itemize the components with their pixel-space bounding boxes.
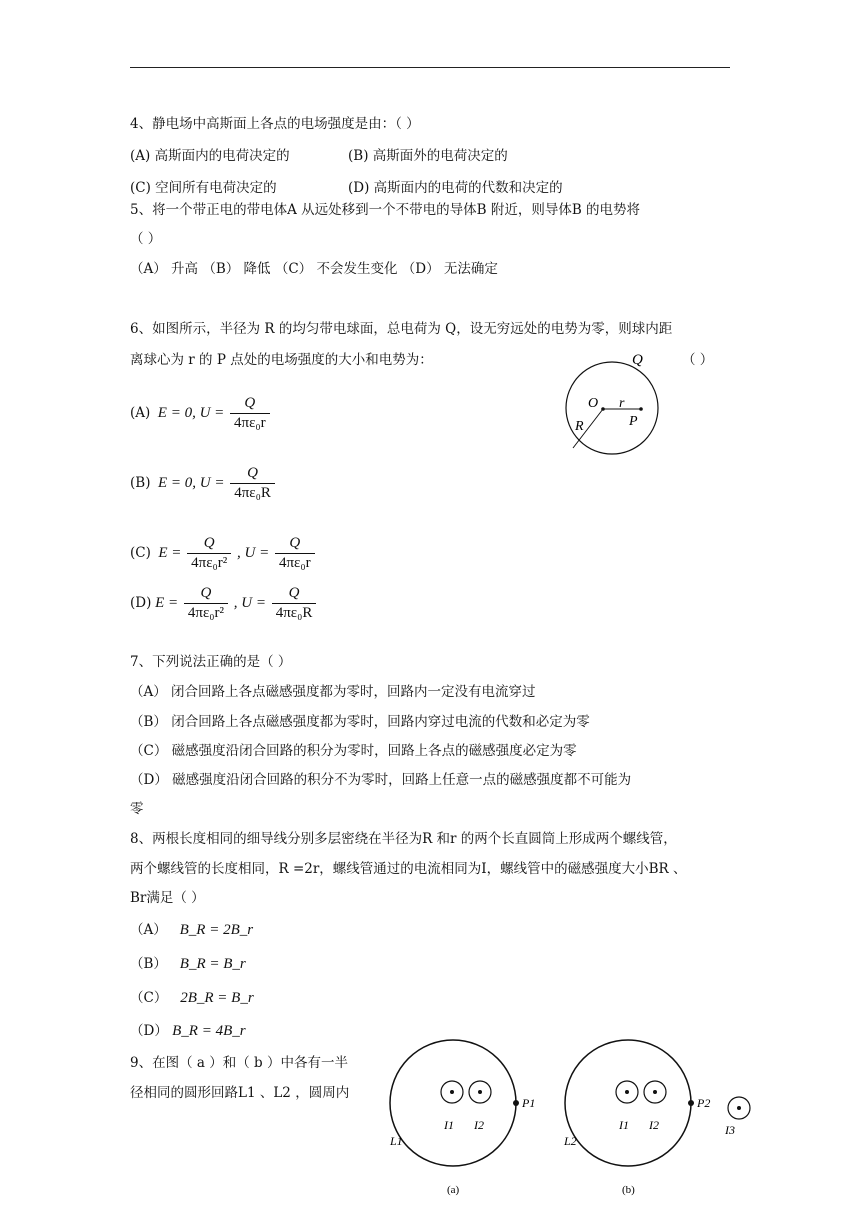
q9-loops-figure [380, 1030, 770, 1205]
label-I1-a: I1 [444, 1118, 454, 1132]
q6-sphere-figure [545, 345, 685, 460]
q8-line2: 两个螺线管的长度相同，R =2r，螺线管通过的电流相同为I，螺线管中的磁感强度大小BR 、 [130, 861, 687, 877]
q8-line1: 8、两根长度相同的细导线分别多层密绕在半径为R 和r 的两个长直圆筒上形成两个螺线管， [130, 831, 677, 847]
q6-option-b: (B) E = 0, U = $\frac{Q}{\text{4πε₀R}}$ [130, 465, 277, 502]
point-P2-dot [688, 1100, 694, 1106]
current-I1-b-dot [625, 1090, 629, 1094]
q8-option-a: （A） B_R = 2B_r [130, 922, 254, 938]
q4-option-d: (D) 高斯面内的电荷的代数和决定的 [348, 180, 563, 196]
q5-paren: （ ） [130, 231, 162, 247]
current-I2-a-dot [478, 1090, 482, 1094]
fig-label-r: r [619, 396, 625, 411]
center-dot [601, 407, 605, 411]
q4-stem: 4、静电场中高斯面上各点的电场强度是由：（ ） [130, 116, 420, 132]
q6-option-d: (D) E = $\frac{Q}{\text{4πε₀r²}}$ , U = $\frac{Q}{\text{4πε₀R}}$ [130, 585, 318, 622]
q8-option-d: （D） B_R = 4B_r [130, 1023, 246, 1039]
q5-options: （A） 升高 （B） 降低 （C） 不会发生变化 （D） 无法确定 [130, 261, 498, 277]
q7-option-b: （B） 闭合回路上各点磁感强度都为零时，回路内穿过电流的代数和必定为零 [130, 714, 590, 730]
q7-option-c: （C） 磁感强度沿闭合回路的积分为零时，回路上各点的磁感强度必定为零 [130, 743, 577, 759]
q4-option-a: (A) 高斯面内的电荷决定的 [130, 148, 290, 164]
label-I1-b: I1 [619, 1118, 629, 1132]
current-I2-b-dot [653, 1090, 657, 1094]
header-rule [130, 67, 730, 68]
q8-option-c: （C） 2B_R = B_r [130, 990, 254, 1006]
caption-b: (b) [622, 1184, 635, 1196]
current-I1-a-dot [450, 1090, 454, 1094]
label-I3: I3 [725, 1123, 735, 1137]
point-P1-dot [513, 1100, 519, 1106]
label-P2: P2 [697, 1096, 711, 1110]
q8-option-b: （B） B_R = B_r [130, 956, 246, 972]
q5-stem: 5、将一个带正电的带电体A 从远处移到一个不带电的导体B 附近，则导体B 的电势将 [130, 202, 641, 218]
q7-option-d-wrap: 零 [130, 801, 144, 817]
fig-label-O: O [588, 396, 599, 411]
q6-line1: 6、如图所示，半径为 R 的均匀带电球面，总电荷为 Q，设无穷远处的电势为零，则球内距 [130, 321, 673, 337]
label-P1: P1 [522, 1096, 536, 1110]
label-L1: L1 [390, 1134, 403, 1148]
q6-option-c: (C) E = $\frac{Q}{\text{4πε₀r²}}$ , U = $\frac{Q}{\text{4πε₀r}}$ [130, 535, 317, 572]
fig-label-Q: Q [632, 352, 643, 368]
q6-paren: （ ） [682, 352, 714, 368]
q9-line2: 径相同的圆形回路L1 、L2 ，圆周内 [130, 1085, 350, 1101]
point-P-dot [639, 407, 643, 411]
q6-option-a: (A) E = 0, U = $\frac{Q}{\text{4πε₀r}}$ [130, 395, 272, 432]
q7-option-a: （A） 闭合回路上各点磁感强度都为零时，回路内一定没有电流穿过 [130, 684, 536, 700]
sphere-circle [566, 362, 658, 454]
fig-label-R: R [575, 419, 584, 434]
current-I3-dot [737, 1106, 741, 1110]
q4-option-b: (B) 高斯面外的电荷决定的 [348, 148, 508, 164]
q7-stem: 7、下列说法正确的是（ ） [130, 654, 292, 670]
q7-option-d: （D） 磁感强度沿闭合回路的积分不为零时，回路上任意一点的磁感强度都不可能为 [130, 772, 632, 788]
fig-label-P: P [629, 414, 638, 429]
q6-line2: 离球心为 r 的 P 点处的电场强度的大小和电势为： [130, 352, 433, 368]
q9-line1: 9、在图（ a ）和（ b ）中各有一半 [130, 1055, 348, 1071]
label-L2: L2 [564, 1134, 577, 1148]
label-I2-b: I2 [649, 1118, 659, 1132]
q4-option-c: (C) 空间所有电荷决定的 [130, 180, 277, 196]
q8-line3: Br满足（ ） [130, 890, 205, 906]
label-I2-a: I2 [474, 1118, 484, 1132]
caption-a: (a) [447, 1184, 460, 1196]
